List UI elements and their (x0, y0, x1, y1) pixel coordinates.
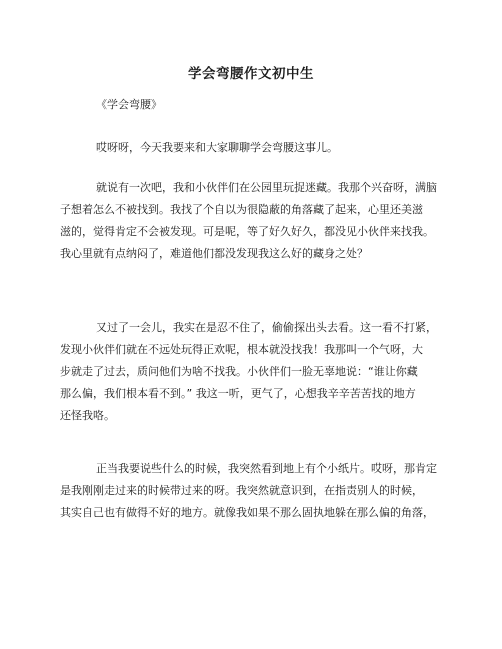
paragraph-line: 子想着怎么不被找到。我找了个自以为很隐蔽的角落藏了起来，心里还美滋 (60, 203, 423, 216)
document-title: 学会弯腰作文初中生 (188, 66, 314, 82)
paragraph-line: 又过了一会儿，我实在是忍不住了，偷偷探出头去看。这一看不打紧， (96, 321, 437, 334)
paragraph-line: 那么偏，我们根本看不到。” 我这一听，更气了，心想我辛辛苦苦找的地方 (60, 387, 416, 400)
document-subtitle: 《学会弯腰》 (96, 98, 162, 111)
paragraph-line: 正当我要说些什么的时候，我突然看到地上有个小纸片。哎呀，那肯定 (96, 462, 437, 475)
paragraph-2 (60, 177, 442, 265)
paragraph-4 (60, 458, 442, 524)
paragraph-line: 步就走了过去，质问他们为啥不找我。小伙伴们一脸无辜地说：“谁让你藏 (60, 365, 418, 378)
paragraph-line: 是我刚刚走过来的时候带过来的呀。我突然就意识到，在指责别人的时候， (60, 484, 423, 497)
paragraph-3 (60, 317, 442, 427)
paragraph-line: 还怪我咯。 (60, 409, 115, 422)
paragraph-line: 滋的，觉得肯定不会被发现。可是呢，等了好久好久，都没见小伙伴来找我。 (60, 225, 434, 238)
paragraph-1 (60, 137, 442, 159)
paragraph-line: 就说有一次吧，我和小伙伴们在公园里玩捉迷藏。我那个兴奋呀，满脑 (96, 181, 437, 194)
paragraph-line: 其实自己也有做得不好的地方。就像我如果不那么固执地躲在那么偏的角落， (60, 506, 434, 519)
paragraph-line: 哎呀呀，今天我要来和大家聊聊学会弯腰这事儿。 (96, 141, 338, 154)
paragraph-line: 我心里就有点纳闷了，难道他们都没发现我这么好的藏身之处？ (60, 247, 368, 260)
paragraph-line: 发现小伙伴们就在不远处玩得正欢呢，根本就没找我！我那叫一个气呀，大 (60, 343, 423, 356)
